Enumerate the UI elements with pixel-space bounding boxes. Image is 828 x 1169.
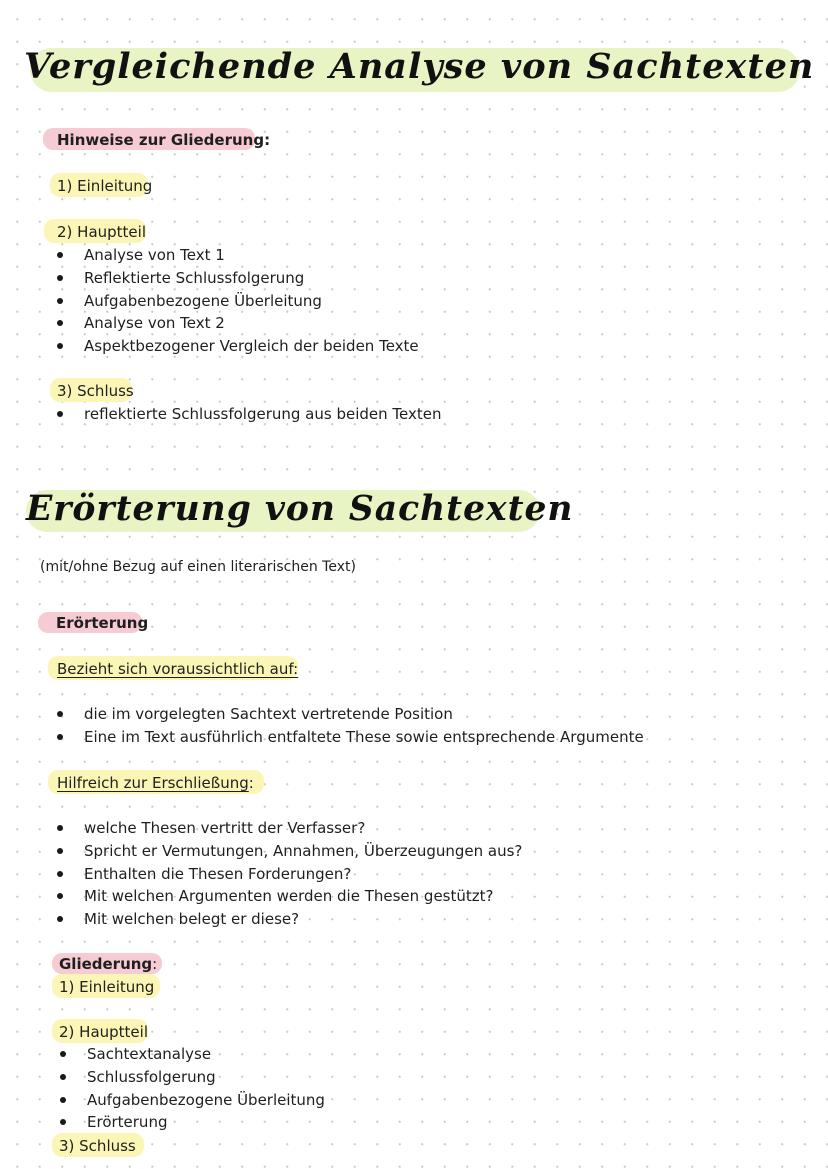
hauptteil-label: 2) Hauptteil [57, 223, 146, 241]
bullet-icon [57, 275, 63, 281]
list-item: Analyse von Text 1 [57, 244, 419, 267]
schluss-list [57, 403, 441, 426]
list-item: die im vorgelegten Sachtext vertretende Position [57, 703, 644, 726]
bullet-icon [57, 320, 63, 326]
section-title: Erörterung von Sachtexten [26, 489, 574, 529]
bullet-icon [60, 1051, 66, 1057]
bullet-icon [57, 893, 63, 899]
list-item: Enthalten die Thesen Forderungen? [57, 863, 522, 886]
hauptteil-label: 2) Hauptteil [59, 1023, 148, 1041]
list-item: Eine im Text ausführlich entfaltete These sowie entsprechende Argumente [57, 726, 644, 749]
list-item: Aspektbezogener Vergleich der beiden Texte [57, 335, 419, 358]
bezieht-list [57, 703, 644, 749]
bullet-icon [57, 711, 63, 717]
list-item: Spricht er Vermutungen, Annahmen, Überzeugungen aus? [57, 840, 522, 863]
hauptteil-list [60, 1043, 325, 1134]
list-item: Aufgabenbezogene Überleitung [57, 290, 419, 313]
bullet-icon [57, 298, 63, 304]
bullet-icon [57, 343, 63, 349]
list-item: Analyse von Text 2 [57, 312, 419, 335]
einleitung-label: 1) Einleitung [59, 978, 155, 996]
hilfreich-heading-text: Hilfreich zur Erschließung [57, 774, 249, 792]
bullet-icon [57, 734, 63, 740]
schluss-label: 3) Schluss [59, 1137, 136, 1155]
bullet-icon [57, 252, 63, 258]
gliederung-heading: Gliederung: [59, 955, 158, 973]
bullet-icon [57, 848, 63, 854]
list-item: Schlussfolgerung [60, 1066, 325, 1089]
list-item: Mit welchen belegt er diese? [57, 908, 522, 931]
hilfreich-list [57, 817, 522, 931]
list-item: welche Thesen vertritt der Verfasser? [57, 817, 522, 840]
bullet-icon [57, 871, 63, 877]
list-item: Reflektierte Schlussfolgerung [57, 267, 419, 290]
hilfreich-heading [57, 773, 254, 793]
list-item: Sachtextanalyse [60, 1043, 325, 1066]
bezieht-heading: Bezieht sich voraussichtlich auf: [57, 660, 299, 678]
schluss-label: 3) Schluss [57, 382, 134, 400]
section-heading-gliederung-hinweise: Hinweise zur Gliederung: [57, 131, 271, 149]
list-item: reflektierte Schlussfolgerung aus beiden Texten [57, 403, 441, 426]
page-title: Vergleichende Analyse von Sachtexten [24, 46, 815, 87]
bullet-icon [57, 825, 63, 831]
section-subtitle: (mit/ohne Bezug auf einen literarischen Text) [40, 559, 356, 575]
hauptteil-list [57, 244, 419, 358]
bullet-icon [60, 1119, 66, 1125]
list-item: Mit welchen Argumenten werden die Thesen gestützt? [57, 885, 522, 908]
list-item: Aufgabenbezogene Überleitung [60, 1089, 325, 1112]
bullet-icon [60, 1074, 66, 1080]
list-item: Erörterung [60, 1111, 325, 1134]
bullet-icon [57, 916, 63, 922]
bullet-icon [60, 1097, 66, 1103]
section-heading-eroerterung: Erörterung [56, 614, 149, 632]
einleitung-label: 1) Einleitung [57, 177, 153, 195]
hilfreich-heading-colon: : [248, 774, 254, 792]
bullet-icon [57, 411, 63, 417]
